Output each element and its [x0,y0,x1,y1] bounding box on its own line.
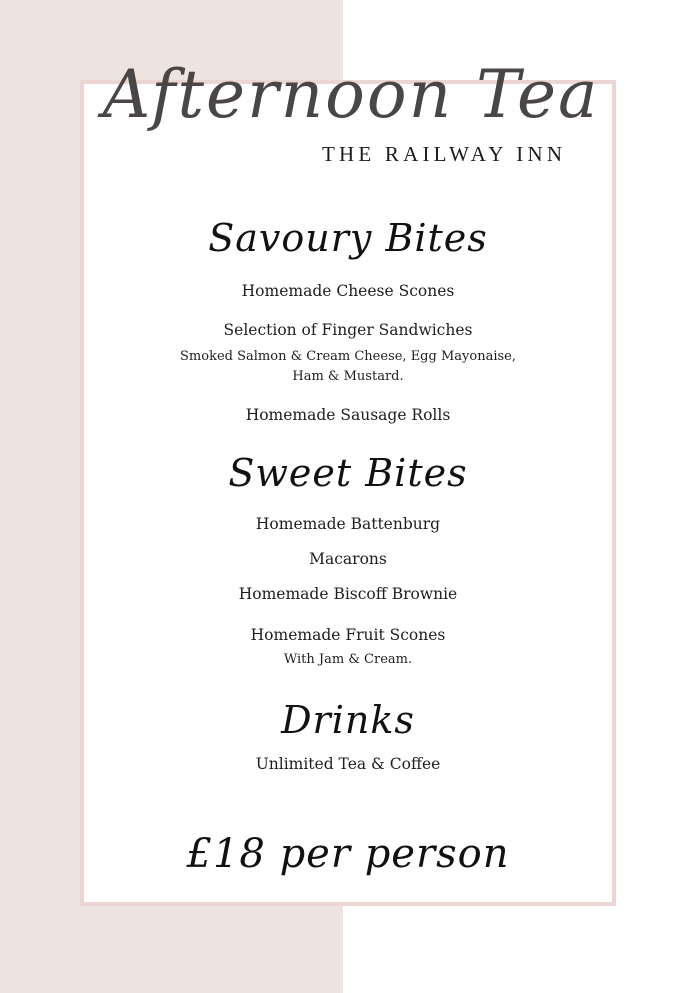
menu-title: Afternoon Tea [102,56,600,133]
menu-item-details: Ham & Mustard. [292,369,404,384]
menu-item: Selection of Finger Sandwiches [223,321,473,339]
menu-item: Homemade Battenburg [255,515,441,533]
menu-item: Homemade Fruit Scones [250,626,446,644]
venue-name: THE RAILWAY INN [322,142,567,166]
menu-item: Homemade Cheese Scones [241,282,455,300]
menu-item: Homemade Sausage Rolls [245,406,451,424]
section-heading-sweet: Sweet Bites [228,451,468,495]
price-per-person: £18 per person [186,831,510,877]
menu-item: Unlimited Tea & Coffee [255,755,441,773]
menu-item: Homemade Biscoff Brownie [238,585,458,603]
section-heading-savoury: Savoury Bites [208,216,488,260]
menu-item-details: Smoked Salmon & Cream Cheese, Egg Mayonaise, [180,349,516,364]
menu-item: Macarons [309,550,387,568]
section-heading-drinks: Drinks [281,698,415,742]
menu-item-details: With Jam & Cream. [283,652,413,667]
